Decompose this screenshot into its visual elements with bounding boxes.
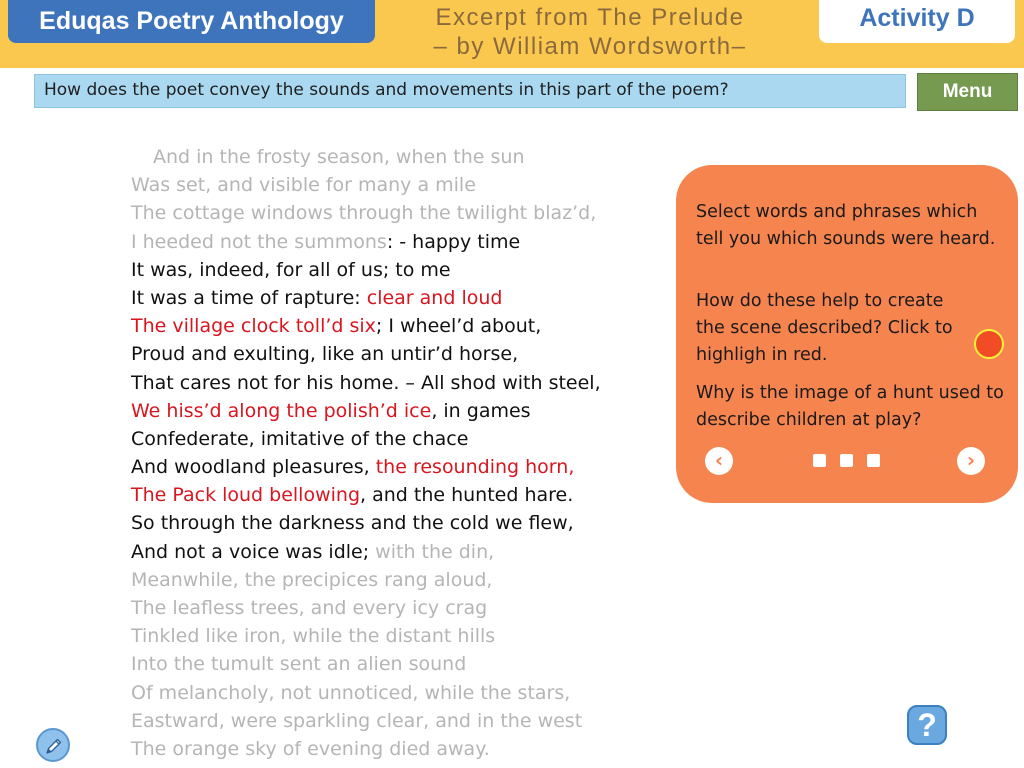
- poem-phrase[interactable]: The orange sky of evening died away.: [131, 737, 490, 760]
- poem-phrase[interactable]: : - happy time: [386, 230, 521, 253]
- poem-phrase[interactable]: And in the frosty season, when the sun: [153, 146, 525, 168]
- poem-line: [131, 509, 651, 537]
- poem-phrase[interactable]: Confederate, imitative of the chace: [131, 427, 469, 450]
- activity-card: [676, 165, 1018, 503]
- next-arrow-icon[interactable]: ›: [957, 447, 985, 475]
- poem-phrase[interactable]: The leafless trees, and every icy crag: [131, 597, 488, 619]
- poem-phrase[interactable]: Proud and exulting, like an untir’d horse,: [131, 343, 519, 366]
- activity-label: Activity D: [819, 0, 1015, 43]
- poem-line: [131, 171, 651, 199]
- highlighted-phrase[interactable]: The Pack loud bellowing: [131, 484, 361, 507]
- poem-phrase[interactable]: , in games: [431, 399, 531, 422]
- page-dot[interactable]: [813, 454, 826, 467]
- poem-title: [395, 3, 785, 61]
- question-bar: How does the poet convey the sounds and movements in this part of the poem?: [34, 74, 906, 108]
- poem-phrase[interactable]: So through the darkness and the cold we flew,: [131, 512, 574, 535]
- poem-phrase[interactable]: And woodland pleasures,: [131, 456, 376, 479]
- poem-phrase[interactable]: Of melancholy, not unnoticed, while the stars,: [131, 681, 571, 704]
- poem-line: [131, 425, 651, 453]
- poem-line: [131, 143, 651, 171]
- highlighted-phrase[interactable]: the resounding horn,: [375, 456, 575, 479]
- previous-arrow-icon[interactable]: ‹: [705, 447, 733, 475]
- poem-title-line-2: – by William Wordsworth–: [433, 33, 747, 60]
- poem-line: [131, 679, 651, 707]
- poem-phrase[interactable]: It was, indeed, for all of us; to me: [131, 258, 451, 281]
- poem-phrase[interactable]: And not a voice was idle;: [131, 540, 376, 563]
- poem-line: [131, 481, 651, 509]
- app-title: Eduqas Poetry Anthology: [8, 0, 375, 43]
- poem-line: [131, 650, 651, 678]
- poem-phrase[interactable]: , and the hunted hare.: [360, 484, 574, 507]
- poem-line: [131, 340, 651, 368]
- poem-line: [131, 312, 651, 340]
- poem-line: [131, 369, 651, 397]
- poem-line: [131, 199, 651, 227]
- poem-line: [131, 707, 651, 735]
- instruction-sounds: Select words and phrases which tell you which sounds were heard.: [696, 202, 996, 249]
- poem-phrase[interactable]: ; I wheel’d about,: [375, 315, 542, 338]
- pencil-icon[interactable]: [36, 728, 70, 762]
- poem-phrase[interactable]: It was a time of rapture:: [131, 286, 367, 309]
- page-dot[interactable]: [840, 454, 853, 467]
- question-mark-icon[interactable]: ?: [907, 705, 947, 745]
- instruction-hunt-image: Why is the image of a hunt used to describe children at play?: [696, 383, 1004, 430]
- instruction-highlight: How do these help to create the scene described? Click to highligh in red.: [696, 291, 953, 365]
- poem-phrase[interactable]: Tinkled like iron, while the distant hills: [131, 625, 496, 648]
- poem-line: [131, 566, 651, 594]
- poem-phrase[interactable]: Was set, and visible for many a mile: [131, 174, 476, 197]
- poem-line: [131, 284, 651, 312]
- poem-text: [131, 143, 651, 763]
- poem-line: [131, 594, 651, 622]
- poem-title-line-1: Excerpt from The Prelude: [435, 4, 745, 31]
- poem-phrase[interactable]: with the din,: [375, 540, 495, 563]
- poem-phrase[interactable]: The cottage windows through the twilight blaz’d,: [131, 202, 597, 225]
- page-dot[interactable]: [867, 454, 880, 467]
- pencil-glyph: [44, 736, 64, 756]
- poem-line: [131, 256, 651, 284]
- poem-phrase[interactable]: Eastward, were sparkling clear, and in the west: [131, 709, 583, 732]
- poem-phrase[interactable]: Meanwhile, the precipices rang aloud,: [131, 568, 493, 591]
- highlighted-phrase[interactable]: The village clock toll’d six: [131, 315, 376, 338]
- page-indicator: [813, 454, 883, 468]
- poem-phrase[interactable]: Into the tumult sent an alien sound: [131, 653, 467, 676]
- poem-line: [131, 735, 651, 763]
- poem-phrase[interactable]: That cares not for his home. – All shod with steel,: [131, 371, 601, 394]
- poem-line: [131, 622, 651, 650]
- poem-phrase[interactable]: I heeded not the summons: [131, 230, 387, 253]
- top-header-bar: [0, 0, 1024, 68]
- poem-line: [131, 397, 651, 425]
- highlighted-phrase[interactable]: clear and loud: [366, 286, 503, 309]
- poem-line: [131, 453, 651, 481]
- record-circle-icon[interactable]: [974, 329, 1004, 359]
- menu-button[interactable]: Menu: [917, 73, 1018, 111]
- poem-line: [131, 228, 651, 256]
- highlighted-phrase[interactable]: We hiss’d along the polish’d ice: [131, 399, 432, 422]
- poem-line: [131, 538, 651, 566]
